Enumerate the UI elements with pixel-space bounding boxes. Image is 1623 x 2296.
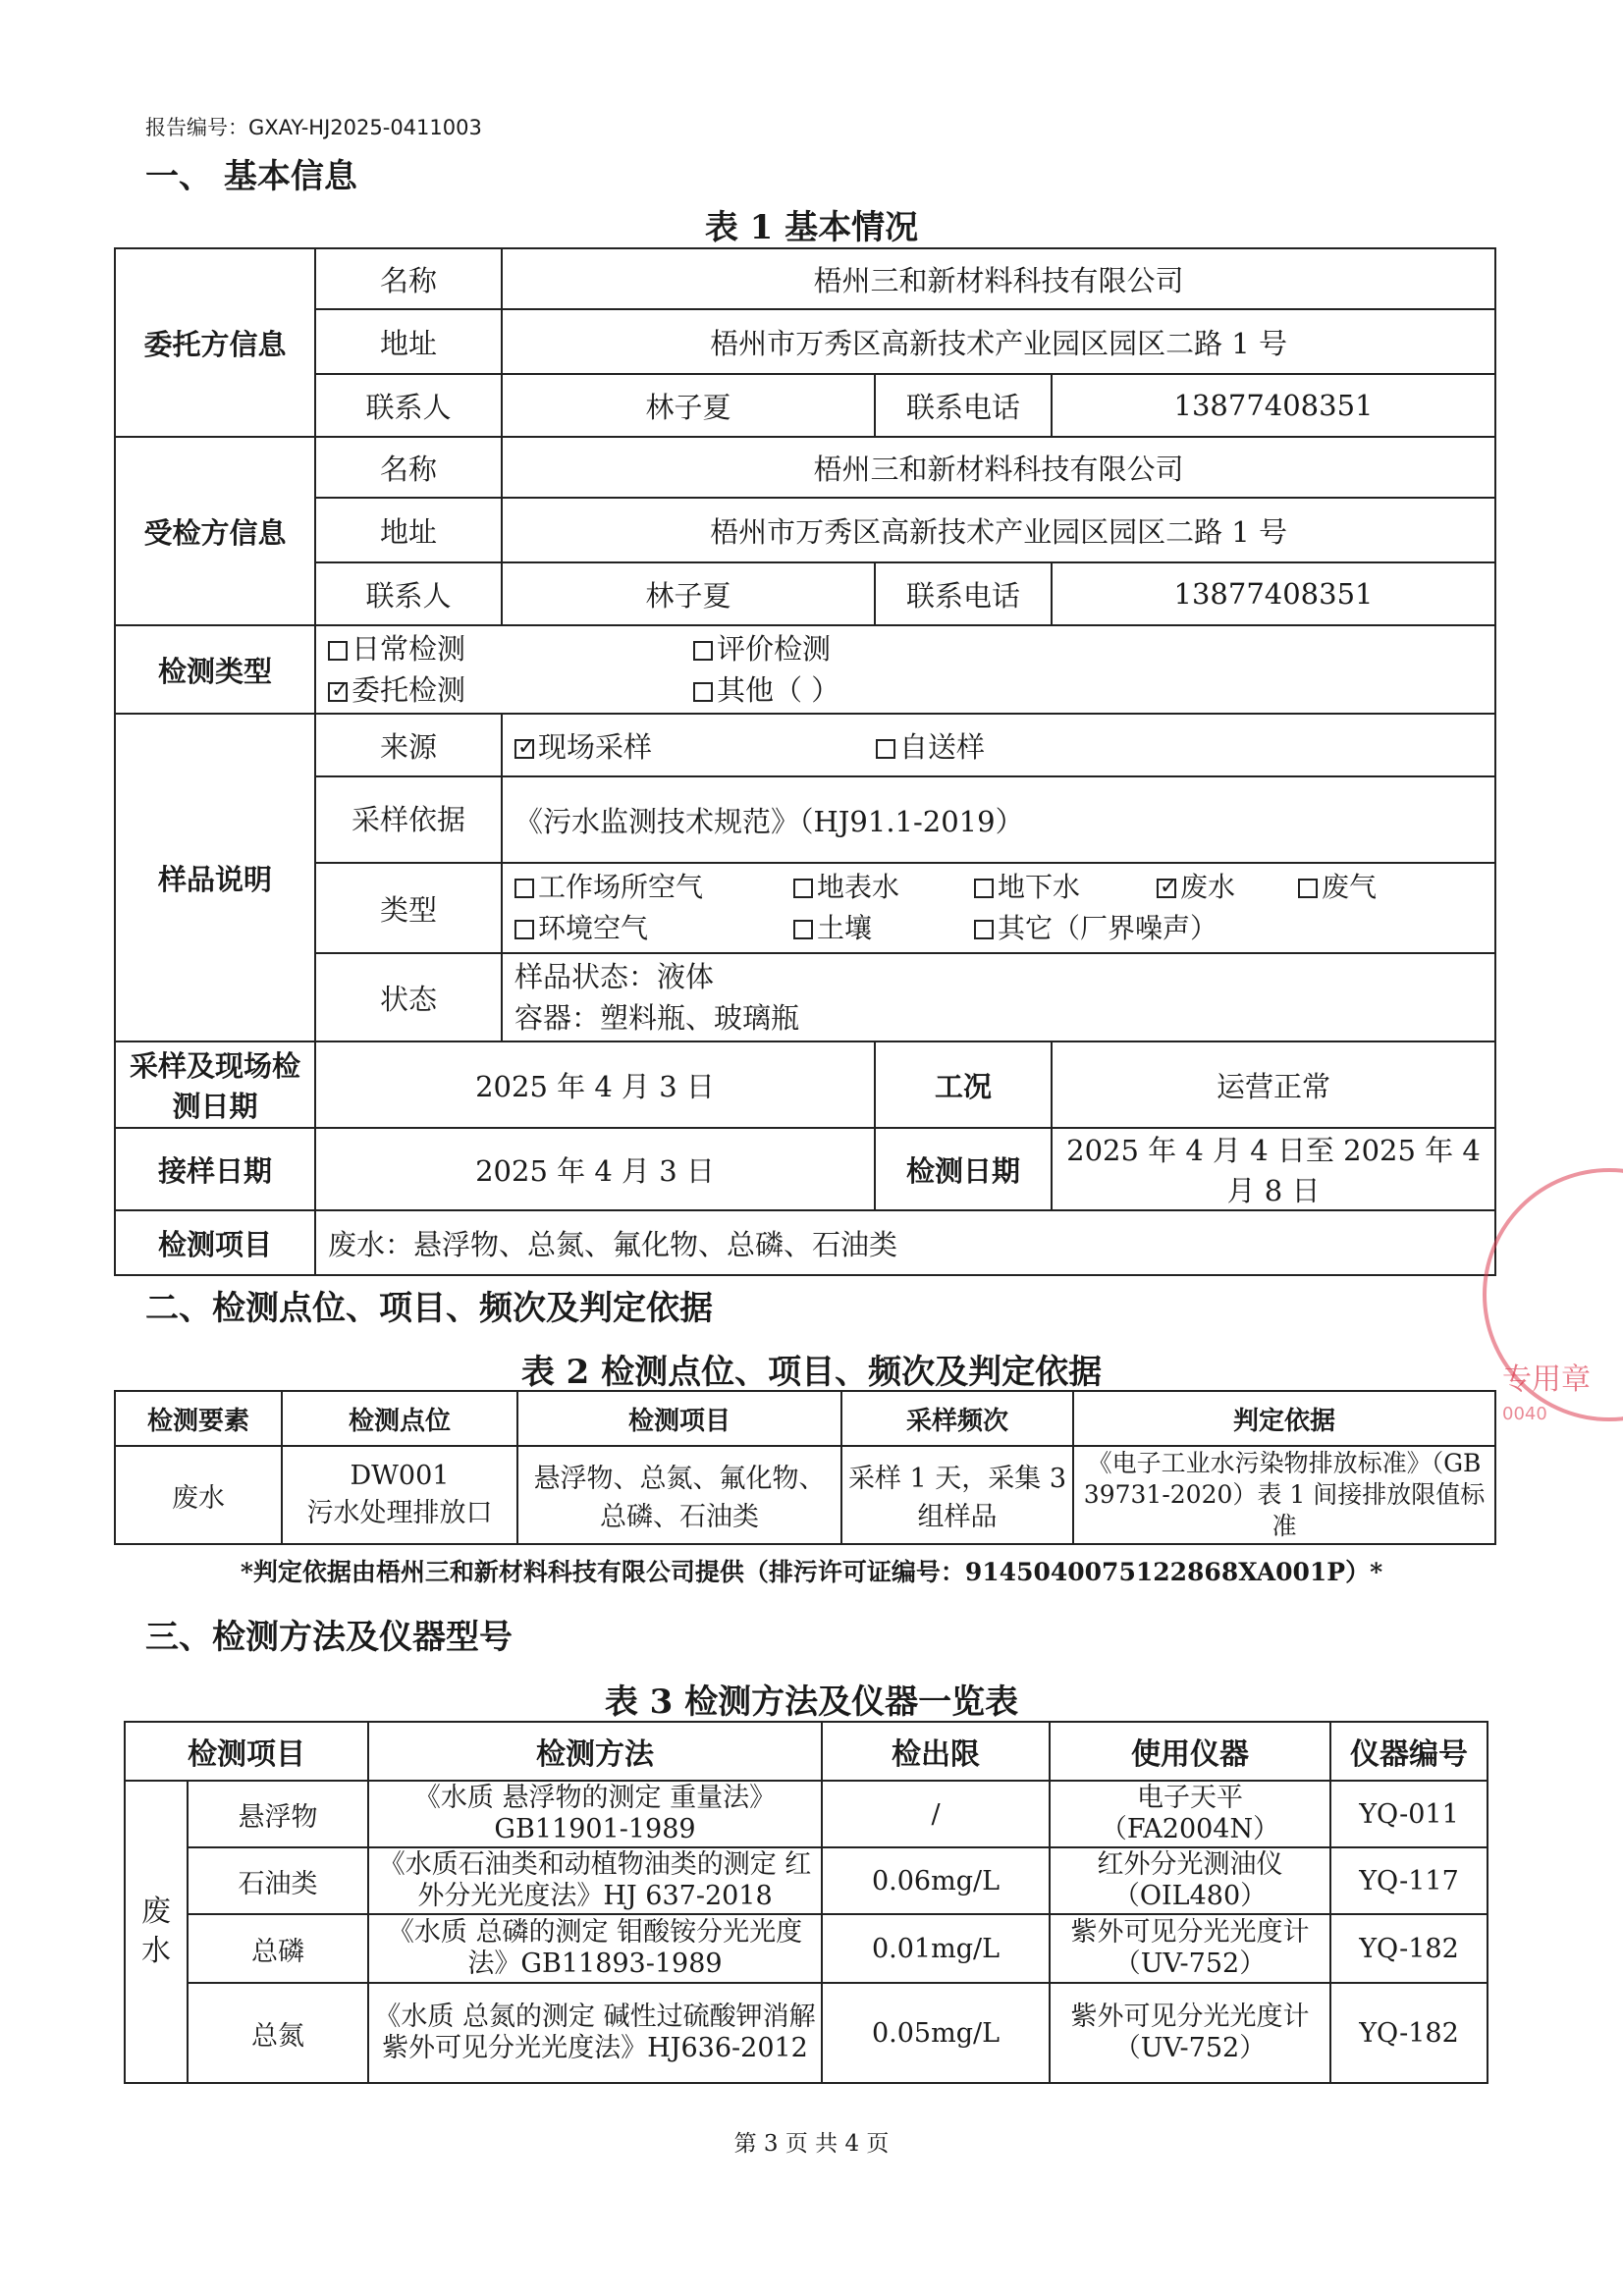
checkbox-self (876, 739, 895, 759)
state-value: 样品状态：液体 容器：塑料瓶、玻璃瓶 (502, 953, 1495, 1041)
inspected-contact: 林子夏 (502, 562, 875, 625)
source-self: 自送样 (899, 729, 986, 764)
receive-date-label: 接样日期 (115, 1128, 315, 1210)
table-2-caption: 表 2 检测点位、项目、频次及判定依据 (520, 1353, 1103, 1392)
table-row: 废水 悬浮物 《水质 悬浮物的测定 重量法》GB11901-1989 / 电子天平（FA2004N） YQ-011 (125, 1781, 1488, 1847)
source-options (502, 714, 1495, 776)
basis-label: 采样依据 (315, 776, 502, 863)
source-label: 来源 (315, 714, 502, 776)
client-address: 梧州市万秀区高新技术产业园区园区二路 1 号 (502, 309, 1495, 374)
kind-label: 类型 (315, 863, 502, 953)
points-table (114, 1390, 1496, 1545)
header-element: 检测要素 (115, 1391, 282, 1446)
checkbox-field-checked (514, 739, 534, 759)
basis-value: 《污水监测技术规范》（HJ91.1-2019） (502, 776, 1495, 863)
items-value: 废水：悬浮物、总氮、氟化物、总磷、石油类 (315, 1210, 1495, 1275)
type-other: 其他（ ） (717, 673, 840, 707)
group-wastewater: 废水 (125, 1781, 188, 2083)
point-value: DW001 污水处理排放口 (282, 1446, 517, 1544)
header-item: 检测项目 (125, 1722, 368, 1781)
receive-date: 2025 年 4 月 3 日 (315, 1128, 875, 1210)
page-footer: 第 3 页 共 4 页 (733, 2131, 890, 2157)
test-type-options (315, 625, 1495, 714)
inspected-address: 梧州市万秀区高新技术产业园区园区二路 1 号 (502, 498, 1495, 562)
basis-note: *判定依据由梧州三和新材料科技有限公司提供（排污许可证编号：91450400751228​68XA001P）* (240, 1558, 1383, 1586)
header-limit: 检出限 (822, 1722, 1050, 1781)
addr-label: 地址 (315, 309, 502, 374)
header-instrument: 使用仪器 (1050, 1722, 1330, 1781)
checkbox-entrust-checked (328, 682, 348, 702)
state-label: 状态 (315, 953, 502, 1041)
table-1-caption: 表 1 基本情况 (704, 208, 919, 247)
basic-info-table (114, 247, 1496, 1276)
header-frequency: 采样频次 (841, 1391, 1073, 1446)
client-phone: 13877408351 (1052, 374, 1495, 437)
inspected-name: 梧州三和新材料科技有限公司 (502, 437, 1495, 498)
type-eval: 评价检测 (717, 632, 832, 666)
sampling-date: 2025 年 4 月 3 日 (315, 1041, 875, 1128)
inspected-phone: 13877408351 (1052, 562, 1495, 625)
phone-label: 联系电话 (875, 374, 1052, 437)
basis-value: 《电子工业水污染物排放标准》（GB 39731-2020）表 1 间接排放限值标准 (1073, 1446, 1495, 1544)
header-items: 检测项目 (517, 1391, 841, 1446)
items-label: 检测项目 (115, 1210, 315, 1275)
header-basis: 判定依据 (1073, 1391, 1495, 1446)
contact-label: 联系人 (315, 562, 502, 625)
items-value: 悬浮物、总氮、氟化物、总磷、石油类 (517, 1446, 841, 1544)
client-name: 梧州三和新材料科技有限公司 (502, 248, 1495, 309)
type-daily: 日常检测 (352, 632, 466, 666)
test-type-label: 检测类型 (115, 625, 315, 714)
header-method: 检测方法 (368, 1722, 822, 1781)
report-number: 报告编号：GXAY-HJ2025-0411003 (145, 116, 482, 139)
condition-value: 运营正常 (1052, 1041, 1495, 1128)
sampling-date-label: 采样及现场检测日期 (115, 1041, 315, 1128)
sample-label: 样品说明 (115, 714, 315, 1041)
checkbox-eval (693, 641, 713, 661)
checkbox-daily (328, 641, 348, 661)
methods-table (124, 1721, 1488, 2084)
client-label: 委托方信息 (115, 248, 315, 437)
element-value: 废水 (115, 1446, 282, 1544)
table-3-caption: 表 3 检测方法及仪器一览表 (604, 1682, 1019, 1722)
frequency-value: 采样 1 天，采集 3 组样品 (841, 1446, 1073, 1544)
kind-options: 工作场所空气 地表水 地下水✓ 废水 废气 环境空气 土壤 其它（厂界噪声） (502, 863, 1495, 953)
section-1-title: 一、 基本信息 (145, 157, 357, 196)
checkbox-wastewater-checked (1157, 879, 1176, 898)
checkbox-other (693, 682, 713, 702)
name-label: 名称 (315, 248, 502, 309)
contact-label: 联系人 (315, 374, 502, 437)
client-contact: 林子夏 (502, 374, 875, 437)
table-row: 石油类 《水质石油类和动植物油类的测定 红外分光光度法》HJ 637-2018 0.06mg/L 红外分光测油仪（OIL480） YQ-117 (125, 1847, 1488, 1914)
name-label: 名称 (315, 437, 502, 498)
header-point: 检测点位 (282, 1391, 517, 1446)
section-3-title: 三、检测方法及仪器型号 (145, 1618, 513, 1657)
seal-text: 专用章 (1502, 1362, 1591, 1397)
addr-label: 地址 (315, 498, 502, 562)
table-row: 总氮 《水质 总氮的测定 碱性过硫酸钾消解紫外可见分光光度法》HJ636-2012 0.05mg/L 紫外可见分光光度计（UV-752） YQ-182 (125, 1983, 1488, 2083)
type-entrust: 委托检测 (352, 673, 466, 707)
header-code: 仪器编号 (1330, 1722, 1488, 1781)
table-row: 总磷 《水质 总磷的测定 钼酸铵分光光度法》GB11893-1989 0.01mg/L 紫外可见分光光度计（UV-752） YQ-182 (125, 1914, 1488, 1983)
source-field: 现场采样 (538, 729, 653, 764)
seal-number: 0040 (1502, 1404, 1547, 1424)
condition-label: 工况 (875, 1041, 1052, 1128)
phone-label: 联系电话 (875, 562, 1052, 625)
section-2-title: 二、检测点位、项目、频次及判定依据 (145, 1289, 713, 1328)
test-date: 2025 年 4 月 4 日至 2025 年 4 月 8 日 (1052, 1128, 1495, 1210)
test-date-label: 检测日期 (875, 1128, 1052, 1210)
inspected-label: 受检方信息 (115, 437, 315, 625)
